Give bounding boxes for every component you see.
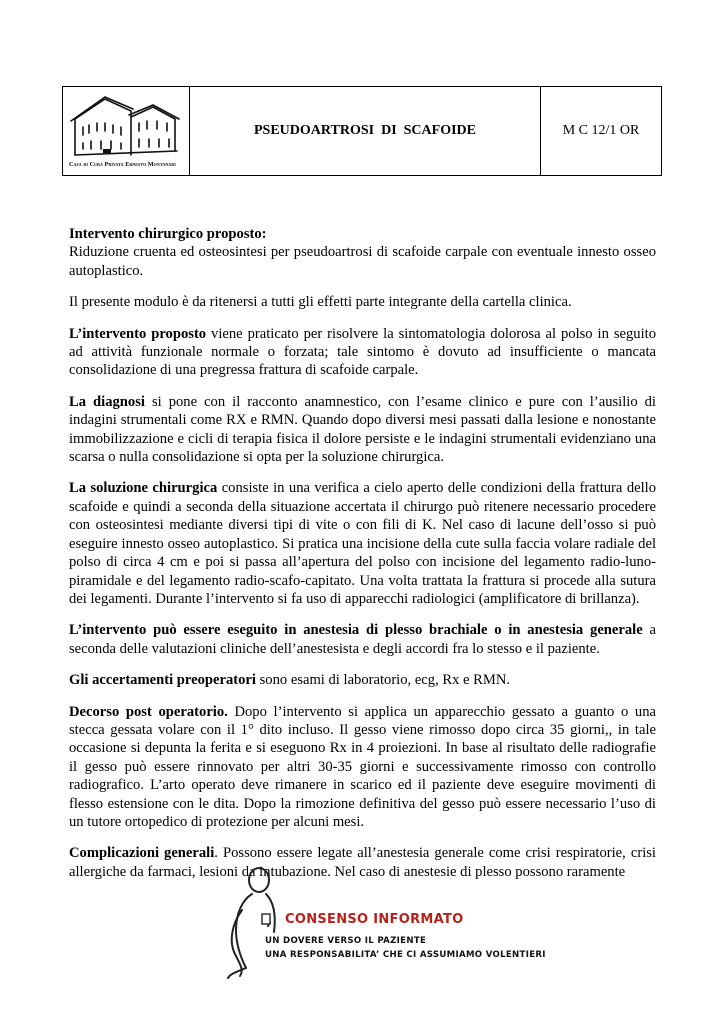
bold-preoperative: Gli accertamenti preoperatori xyxy=(69,672,256,689)
bold-diagnosis: La diagnosi xyxy=(69,393,145,410)
person-figure-icon xyxy=(222,866,282,981)
text-postoperative: Dopo l’intervento si applica un apparecchio gessato a guanto o una stecca gessata volare con il 1° dito incluso. Il gesso viene rimosso dopo circa 35 giorni,, in tale occasione si depunta la ferita e si eseguono Rx in 4 proiezioni. In base al risultato delle radiografie il gesso può essere rinnovato per altri 30-35 giorni e successivamente rimosso con controllo radiografico. L’arto operato deve rimanere in scarico ed il paziente deve eseguire movimenti di flesso estensione con le dita. Dopo la rimozione definitiva del gesso può essere necessario l’uso di un tutore ortopedico di protezione per alcuni mesi. xyxy=(69,703,657,830)
paragraph-intervention xyxy=(69,225,656,280)
document-title: PSEUDOARTROSI DI SCAFOIDE xyxy=(190,87,541,175)
text-surgical-solution: consiste in una verifica a cielo aperto delle condizioni della frattura dello scafoide e quindi a seconda della situazione accertata il chirurgo può ritenere necessario procedere con osteosintesi mediante diversi tipi di vite o con fili di K. Nel caso di lacune dell’osso si può eseguire innesto osseo autoplastico. Si pratica una incisione della cute sulla faccia volare radiale del polso di circa 4 cm e poi si passa all’apertura del polso con incisione del legamento radio-luno-piramidale e del legamento radio-scafo-capitato. Una volta trattata la frattura si procede alla sutura dei legamenti. Durante l’intervento si fa uso di apparecchi radiologici (amplificatore di brillanza). xyxy=(69,480,656,607)
text-proposed: viene praticato per risolvere la sintomatologia dolorosa al polso in seguito ad attività funzionale normale o forzata; tale sintomo è dovuto ad insufficiente o mancata consolidazione di una pregressa frattura di scafoide carpale. xyxy=(69,325,656,379)
paragraph-postoperative xyxy=(69,703,656,832)
document-body xyxy=(69,225,656,894)
consent-line-2: UNA RESPONSABILITA’ CHE CI ASSUMIAMO VOLENTIERI xyxy=(265,950,546,960)
bold-surgical-solution: La soluzione chirurgica xyxy=(69,480,218,497)
bold-anesthesia: L’intervento può essere eseguito in anestesia di plesso brachiale o in anestesia generale xyxy=(69,622,643,639)
document-code: M C 12/1 OR xyxy=(562,123,640,138)
heading-intervention: Intervento chirurgico proposto: xyxy=(69,226,267,242)
text-intervention: Riduzione cruenta ed osteosintesi per pseudoartrosi di scafoide carpale con eventuale innesto osseo autoplastico. xyxy=(69,244,656,279)
bold-proposed: L’intervento proposto xyxy=(69,325,207,342)
consent-title: CONSENSO INFORMATO xyxy=(285,912,464,927)
paragraph-module-note xyxy=(69,293,656,311)
paragraph-surgical-solution xyxy=(69,479,656,608)
text-complications: . Possono essere legate all’anestesia generale come crisi respiratorie, crisi allergiche da farmaci, lesioni da intubazione. Nel caso di anestesie di plesso possono raramente xyxy=(69,845,656,880)
text-anesthesia: a seconda delle valutazioni cliniche dell’anestesista e degli accordi fra lo stesso e il paziente. xyxy=(69,622,656,657)
paragraph-anesthesia xyxy=(69,621,656,658)
logo-caption: Casa di Cura Privata Ernesto Montanari xyxy=(69,162,176,168)
bold-postoperative: Decorso post operatorio. xyxy=(69,703,228,720)
text-module-note: Il presente modulo è da ritenersi a tutti gli effetti parte integrante della cartella clinica. xyxy=(69,294,572,311)
logo-cell xyxy=(63,87,190,175)
consent-line-1: UN DOVERE VERSO IL PAZIENTE xyxy=(265,936,427,946)
document-header xyxy=(62,86,662,176)
building-logo-icon xyxy=(69,93,183,159)
paragraph-proposed xyxy=(69,325,656,380)
paragraph-complications xyxy=(69,844,656,881)
bold-complications: Complicazioni generali xyxy=(69,845,215,862)
paragraph-preoperative xyxy=(69,671,656,689)
text-preoperative: sono esami di laboratorio, ecg, Rx e RMN. xyxy=(255,672,511,689)
paragraph-diagnosis xyxy=(69,393,656,467)
text-diagnosis: si pone con il racconto anamnestico, con l’esame clinico e pure con l’ausilio di indagini strumentali come RX e RMN. Quando dopo diversi mesi passati dalla lesione e nonostante immobilizzazione e cicli di terapia fisica il dolore persiste e le indagini strumentali evidenziano una scarsa o nulla consolidazione si opta per la soluzione chirurgica. xyxy=(69,393,656,466)
